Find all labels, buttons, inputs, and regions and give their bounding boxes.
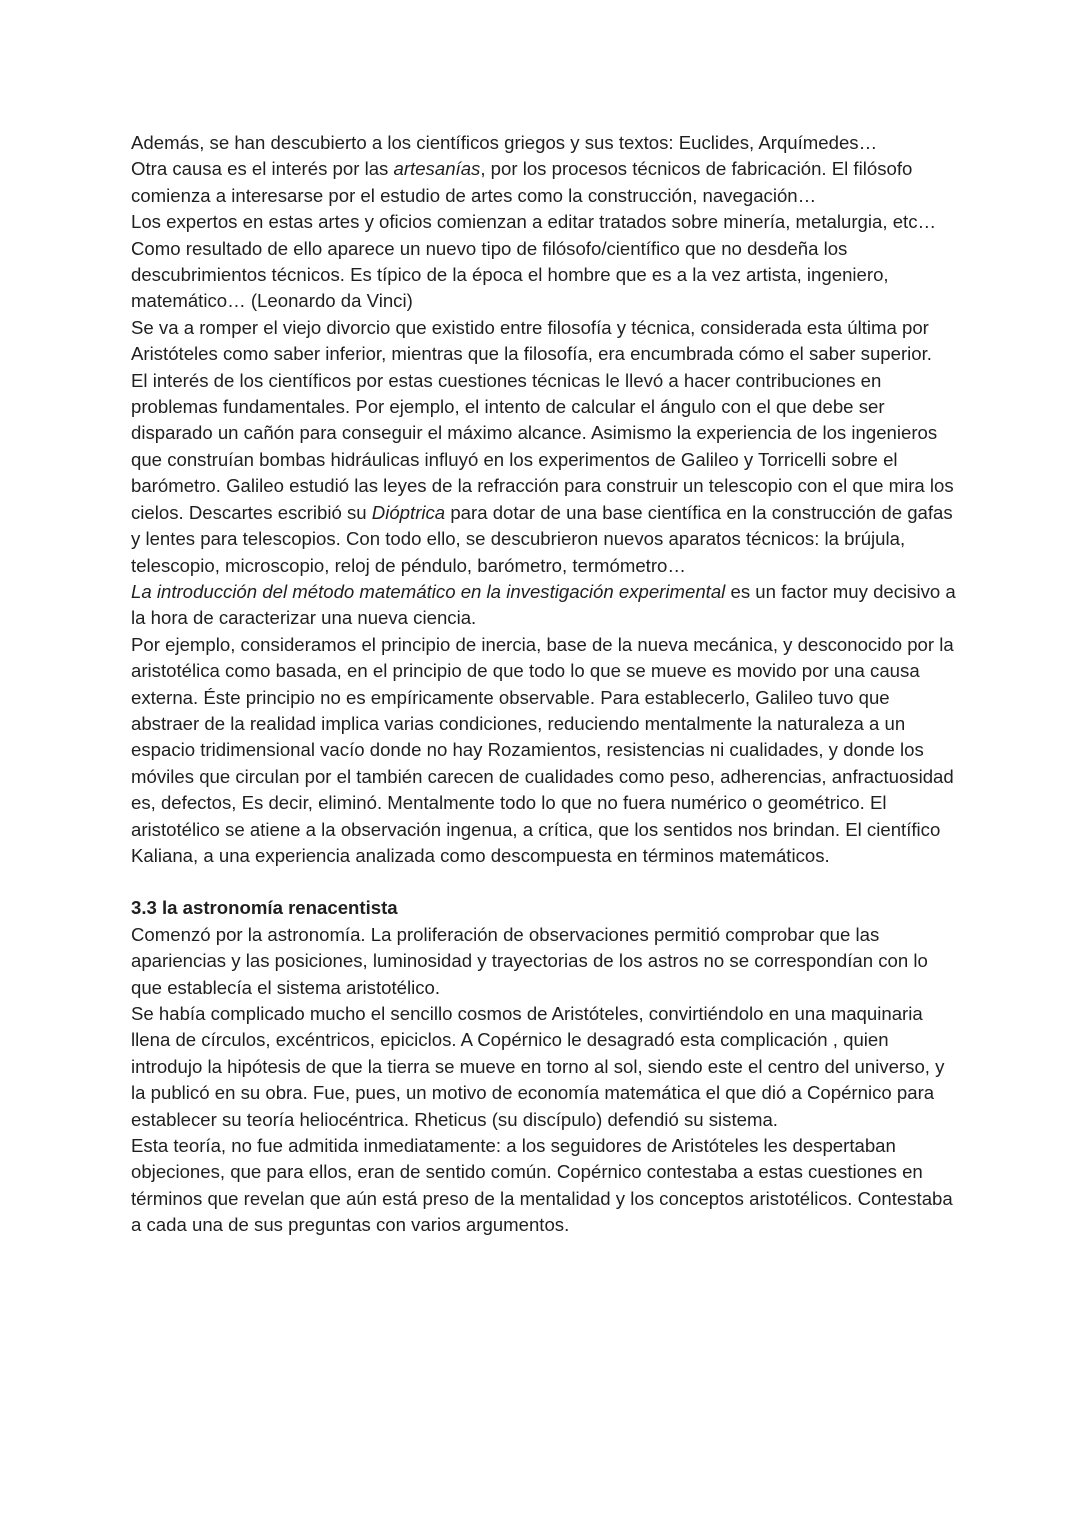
paragraph-nuevo-filosofo <box>131 236 961 315</box>
text-segment: El interés de los científicos por estas cuestiones técnicas le llevó a hacer contribuciones en problemas fundamentales. Por ejemplo, el intento de calcular el ángulo con el que debe ser disparado un cañón para conseguir el máximo alcance. Asimismo la experiencia de los ingenieros que construían bombas hidráulicas influyó en los experimentos de Galileo y Torricelli sobre el barómetro. Galileo estudió las leyes de la refracción para construir un telescopio con el que mira los cielos. Descartes escribió su <box>131 369 954 523</box>
italic-term: La introducción del método matemático en la investigación experimental <box>131 580 726 602</box>
text-segment: es un factor muy decisivo a la hora de caracterizar una nueva ciencia. <box>131 580 956 629</box>
paragraph-divorcio-filosofia-tecnica <box>131 315 961 368</box>
section-heading: 3.3 la astronomía renacentista <box>131 897 398 919</box>
intro-paragraphs <box>131 130 961 869</box>
paragraph-artesanias <box>131 156 961 209</box>
text-segment: , por los procesos técnicos de fabricación. El filósofo comienza a interesarse por el estudio de artes como la construcción, navegación… <box>131 158 913 206</box>
text-segment: Los expertos en estas artes y oficios comienzan a editar tratados sobre minería, metalurgia, etc… <box>131 211 937 233</box>
paragraph-greek-scientists <box>131 130 961 156</box>
paragraph-copernico: Se había complicado mucho el sencillo cosmos de Aristóteles, convirtiéndolo en una maquinaria llena de círculos, excéntricos, epiciclos. A Copérnico le desagradó esta complicación , quien introdujo la hipótesis de que la tierra se mueve en torno al sol, siendo este el centro del universo, y la publicó en su obra. Fue, pues, un motivo de economía matemática el que dió a Copérnico para establecer su teoría heliocéntrica. Rheticus (su discípulo) defendió su sistema. <box>131 1003 945 1130</box>
text-segment: Además, se han descubierto a los científicos griegos y sus textos: Euclides, Arquímedes… <box>131 132 878 153</box>
section-spacer <box>131 869 961 895</box>
paragraph-contribuciones-tecnicas <box>131 368 961 579</box>
paragraph-observaciones: Comenzó por la astronomía. La proliferación de observaciones permitió comprobar que las apariencias y las posiciones, luminosidad y trayectorias de los astros no se correspondían con lo que establecía el sistema aristotélico. <box>131 923 928 998</box>
paragraph-objeciones: Esta teoría, no fue admitida inmediatamente: a los seguidores de Aristóteles les despertaban objeciones, que para ellos, eran de sentido común. Copérnico contestaba a estas cuestiones en términos que revelan que aún está preso de la mentalidad y los conceptos aristotélicos. Contestaba a cada una de sus preguntas con varios argumentos. <box>131 1135 953 1236</box>
paragraph-principio-inercia <box>131 632 961 870</box>
text-segment: Como resultado de ello aparece un nuevo tipo de filósofo/científico que no desdeña los descubrimientos técnicos. Es típico de la época el hombre que es a la vez artista, ingeniero, matemático… (Leonardo da Vinci) <box>131 237 889 312</box>
text-segment: para dotar de una base científica en la construcción de gafas y lentes para telescopios. Con todo ello, se descubrieron nuevos aparatos técnicos: la brújula, telescopio, microscopio, reloj de péndulo, barómetro, termómetro… <box>131 501 953 576</box>
italic-term: artesanías <box>393 158 481 180</box>
italic-term: Dióptrica <box>371 501 446 523</box>
text-segment: Se va a romper el viejo divorcio que existido entre filosofía y técnica, considerada esta última por Aristóteles como saber inferior, mientras que la filosofía, era encumbrada cómo el saber superior. <box>131 316 932 365</box>
text-segment: Por ejemplo, consideramos el principio de inercia, base de la nueva mecánica, y desconocido por la aristotélica como basada, en el principio de que todo lo que se mueve es movido por una causa externa. Éste principio no es empíricamente observable. Para establecerlo, Galileo tuvo que abstraer de la realidad implica varias condiciones, reduciendo mentalmente la naturaleza a un espacio tridimensional vacío donde no hay Rozamientos, resistencias ni cualidades, y donde los móviles que circulan por el también carecen de cualidades como peso, adherencias, anfractuosidad es, defectos, Es decir, eliminó. Mentalmente todo lo que no fuera numérico o geométrico. El aristotélico se atiene a la observación ingenua, a crítica, que los sentidos nos brindan. El científico Kaliana, a una experiencia analizada como descompuesta en términos matemáticos. <box>131 633 954 866</box>
paragraph-metodo-matematico <box>131 579 961 632</box>
text-segment: Otra causa es el interés por las <box>131 158 394 180</box>
paragraph-tratados <box>131 209 961 235</box>
section-astronomia <box>131 895 961 1238</box>
document-page <box>131 130 961 1239</box>
